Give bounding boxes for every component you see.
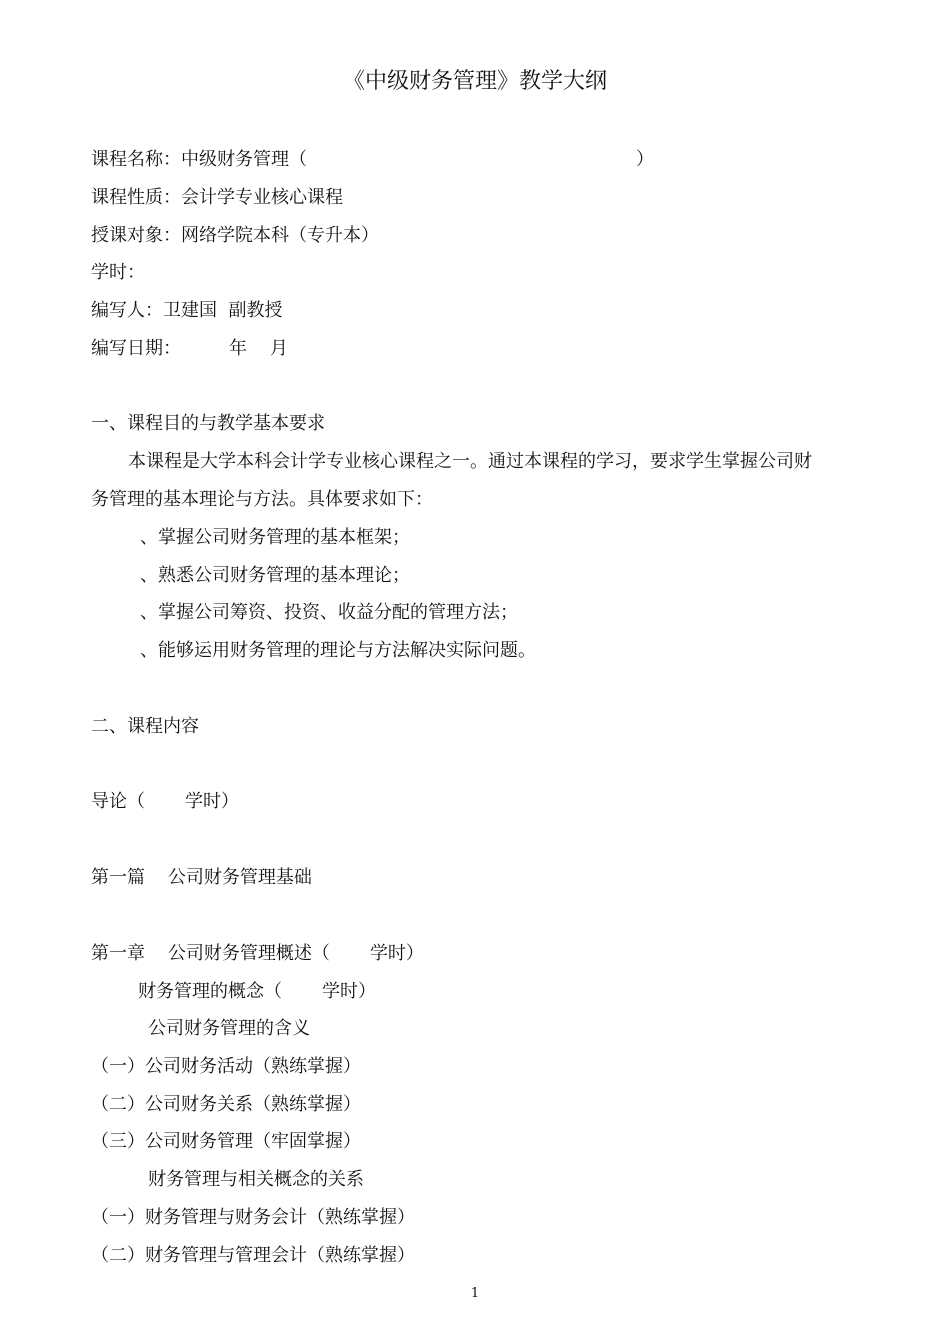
requirement-item: 、掌握公司财务管理的基本框架； bbox=[140, 527, 410, 548]
section1-paragraph-line1: 本课程是大学本科会计学专业核心课程之一。通过本课程的学习，要求学生掌握公司财 bbox=[128, 451, 812, 472]
outline-item: （一）财务管理与财务会计（熟练掌握） bbox=[91, 1207, 415, 1228]
part1-heading: 第一篇 公司财务管理基础 bbox=[91, 867, 312, 888]
section2-heading: 二、课程内容 bbox=[91, 716, 199, 737]
requirement-item: 、能够运用财务管理的理论与方法解决实际问题。 bbox=[140, 640, 536, 661]
chapter1-section1-subheading-2: 财务管理与相关概念的关系 bbox=[148, 1169, 364, 1190]
document-title: 《中级财务管理》教学大纲 bbox=[342, 69, 607, 94]
course-name: 课程名称：中级财务管理（ bbox=[91, 149, 307, 170]
section1-paragraph-line2: 务管理的基本理论与方法。具体要求如下： bbox=[91, 489, 433, 510]
outline-item: （三）公司财务管理（牢固掌握） bbox=[91, 1131, 361, 1152]
requirement-item: 、掌握公司筹资、投资、收益分配的管理方法； bbox=[140, 602, 518, 623]
chapter1-section1: 财务管理的概念（ 学时） bbox=[138, 981, 377, 1002]
requirement-item: 、熟悉公司财务管理的基本理论； bbox=[140, 565, 410, 586]
outline-item: （二）财务管理与管理会计（熟练掌握） bbox=[91, 1245, 415, 1266]
course-hours: 学时： bbox=[91, 262, 145, 283]
chapter1-section1-subheading: 公司财务管理的含义 bbox=[148, 1018, 310, 1039]
chapter1-heading: 第一章 公司财务管理概述（ 学时） bbox=[91, 943, 424, 964]
page-number: 1 bbox=[470, 1286, 480, 1301]
outline-item: （二）公司财务关系（熟练掌握） bbox=[91, 1094, 361, 1115]
course-name-close-paren: ） bbox=[636, 149, 654, 170]
section1-heading: 一、课程目的与教学基本要求 bbox=[91, 413, 325, 434]
date-label: 编写日期： bbox=[91, 338, 181, 359]
course-audience: 授课对象：网络学院本科（专升本） bbox=[91, 225, 379, 246]
course-author: 编写人：卫建国 副教授 bbox=[91, 300, 283, 321]
outline-item: （一）公司财务活动（熟练掌握） bbox=[91, 1056, 361, 1077]
course-nature: 课程性质：会计学专业核心课程 bbox=[91, 187, 343, 208]
date-value: 年 月 bbox=[229, 338, 288, 359]
intro-line: 导论（ 学时） bbox=[91, 791, 240, 812]
